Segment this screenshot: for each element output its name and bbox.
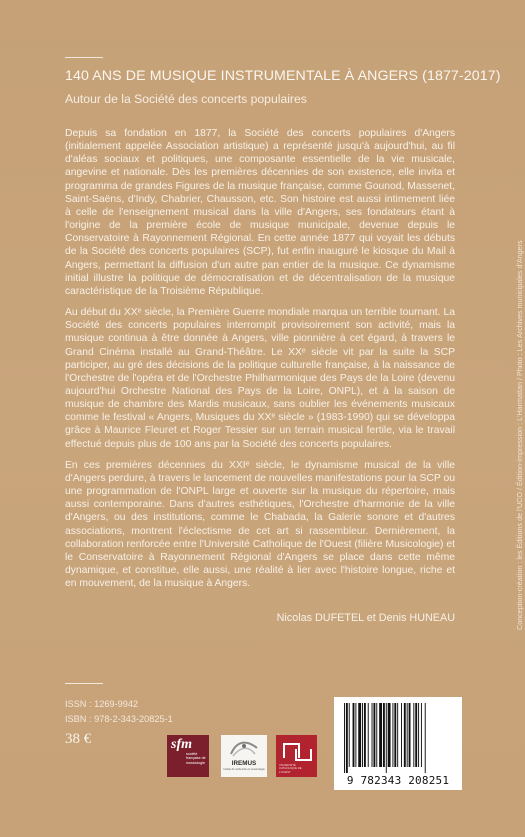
uco-logo-text: UNIVERSITÉ CATHOLIQUE DE L'OUEST — [279, 763, 302, 774]
price: 38 € — [65, 731, 92, 747]
isbn: ISBN : 978-2-343-20825-1 — [65, 714, 173, 724]
sfm-logo-text: société française de musicologie — [186, 752, 206, 765]
iremus-logo — [221, 735, 267, 777]
uco-mark-right — [295, 749, 312, 761]
side-credit — [505, 170, 524, 630]
iremus-name: IREMUS — [231, 760, 257, 767]
iremus-subtitle: Institut de recherche en musicologie — [223, 768, 265, 771]
blurb-paragraph-2: Au début du XXᵉ siècle, la Première Guerre mondiale marqua un terrible tournant. La Société des concerts populaires interrompit provisoirement son activité, mais la musique continua à être donnée à Angers, ville pionnière à cet égard, à travers le Grand Cinéma installé au Grand-Théâtre. Le XXᵉ siècle vit par la suite la SCP participer, au gré des décisions de la politique culturelle française, à la naissance de l'Orchestre de l'opéra et de l'Orchestre Philharmonique des Pays de la Loire (devenu aujourd'hui Orchestre National des Pays de la Loire, ONPL), et à la saison de musique de chambre des Mardis musicaux, sans oublier les événements musicaux comme le festival « Angers, Musiques du XXᵉ siècle » (1983-1990) qui se développa grâce à Maurice Fleuret et Roger Tessier sur un terrain musical fertile, via le travail effectué depuis plus de 100 ans par la Société des concerts populaires. — [65, 307, 455, 450]
uco-logo — [276, 735, 317, 777]
book-title: 140 ANS DE MUSIQUE INSTRUMENTALE À ANGERS (1877-2017) — [65, 68, 501, 84]
book-subtitle: Autour de la Société des concerts populaires — [65, 92, 307, 106]
blurb-paragraph-3: En ces premières décennies du XXIᵉ siècle, le dynamisme musical de la ville d'Angers perdure, à travers le lancement de nouvelles manifestations pour la SCP ou une programmation de l'ONPL large et ouverte sur la musique du répertoire, mais aussi contemporaine. Dans d'autres esthétiques, l'Orchestre d'harmonie de la ville d'Angers, ou des institutions, comme le Chabada, la Galerie sonore et d'autres associations, montrent l'éclectisme de cet art si rassembleur. Dernièrement, la collaboration renforcée entre l'Université Catholique de l'Ouest (filière Musicologie) et le Conservatoire à Rayonnement Régional d'Angers se place dans cette même dynamique, et constitue, elle aussi, une réalité à lier avec l'histoire longue, riche et en mouvement, de la musique à Angers. — [65, 459, 455, 590]
bottom-rule — [65, 683, 103, 684]
authors: Nicolas DUFETEL et Denis HUNEAU — [276, 612, 455, 624]
iremus-mark-icon — [229, 738, 259, 758]
blurb-paragraph-1: Depuis sa fondation en 1877, la Société des concerts populaires d'Angers (initialement appelée Association artistique) a représenté jusqu'à aujourd'hui, au fil d'aléas sociaux et politiques, une composante essentielle de la vie musicale, angevine et nationale. Dès les premières décennies de son existence, elle invita et programma de grandes Figures de la musique française, comme Gounod, Massenet, Saint-Saëns, d'Indy, Chabrier, Chausson, etc. Son histoire est aussi intimement liée à celle de l'enseignement musical dans la ville d'Angers, ses fondateurs étant à l'origine de la première école de musique municipale, devenue depuis le Conservatoire à Rayonnement Régional. En cette année 1877 qui voyait les débuts de la Société des concerts populaires (SCP), fut enfin inauguré le kiosque du Mail à Angers, permettant la diffusion d'un autre pan entier de la musique. Ce dynamisme initial illustre la politique de démocratisation et de décentralisation de la musique caractéristique de la Troisième République. — [65, 128, 455, 297]
top-rule — [65, 57, 103, 58]
barcode-digits: 9 782343 208251 — [346, 774, 450, 787]
side-credit-text: Conception-création : les Éditions de l'UCO / Édition-impression : L'Harmattan / Photo : Les Archives municipales d'Angers — [515, 240, 524, 630]
sfm-logo-mark: sfm — [171, 737, 192, 752]
barcode-bars-icon — [344, 703, 452, 773]
sfm-logo — [167, 735, 209, 777]
barcode — [334, 697, 462, 790]
blurb — [65, 127, 455, 598]
issn: ISSN : 1269-9942 — [65, 699, 139, 709]
